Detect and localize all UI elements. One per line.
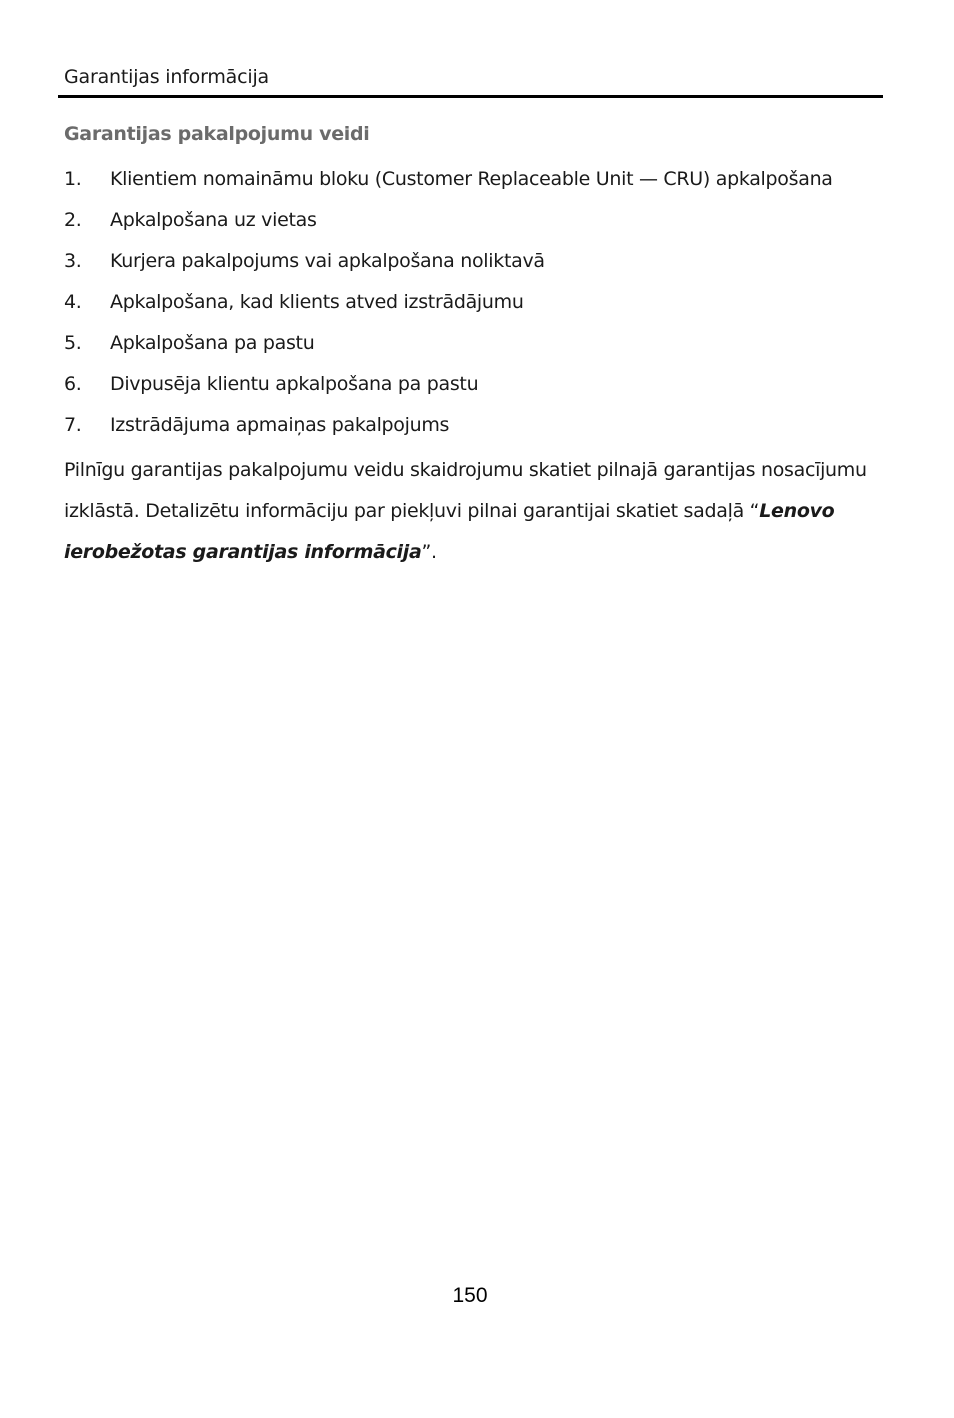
page-number: 150 — [452, 1284, 488, 1307]
list-item-text: Izstrādājuma apmaiņas pakalpojums — [110, 414, 450, 436]
list-item-number: 7. — [64, 414, 82, 436]
list-item-number: 1. — [64, 168, 82, 190]
list-item — [64, 246, 884, 287]
list-item-text: Klientiem nomaināmu bloku (Customer Replaceable Unit — CRU) apkalpošana — [110, 168, 833, 190]
list-item-number: 3. — [64, 250, 82, 272]
warranty-info-paragraph — [64, 450, 884, 573]
list-item — [64, 287, 884, 328]
header-divider — [58, 95, 883, 98]
list-item-number: 2. — [64, 209, 82, 231]
list-item-number: 4. — [64, 291, 82, 313]
list-item-text: Apkalpošana uz vietas — [110, 209, 317, 231]
list-item-text: Apkalpošana, kad klients atved izstrādājumu — [110, 291, 524, 313]
list-item — [64, 410, 884, 451]
paragraph-text-end: ”. — [421, 541, 437, 563]
page-header-title: Garantijas informācija — [64, 66, 269, 88]
list-item — [64, 164, 884, 205]
list-item-text: Apkalpošana pa pastu — [110, 332, 315, 354]
section-title: Garantijas pakalpojumu veidi — [64, 123, 370, 145]
list-item-text: Kurjera pakalpojums vai apkalpošana noliktavā — [110, 250, 545, 272]
paragraph-text: Pilnīgu garantijas pakalpojumu veidu skaidrojumu skatiet pilnajā garantijas nosacījumu izklāstā. Detalizētu informāciju par piekļuvi pilnai garantijai skatiet sadaļā “ — [64, 459, 867, 522]
list-item-number: 6. — [64, 373, 82, 395]
list-item-text: Divpusēja klientu apkalpošana pa pastu — [110, 373, 479, 395]
service-type-list — [64, 164, 884, 451]
list-item — [64, 369, 884, 410]
list-item-number: 5. — [64, 332, 82, 354]
warranty-reference-link[interactable]: Lenovo ierobežotas garantijas informācija — [64, 500, 835, 563]
list-item — [64, 328, 884, 369]
list-item — [64, 205, 884, 246]
